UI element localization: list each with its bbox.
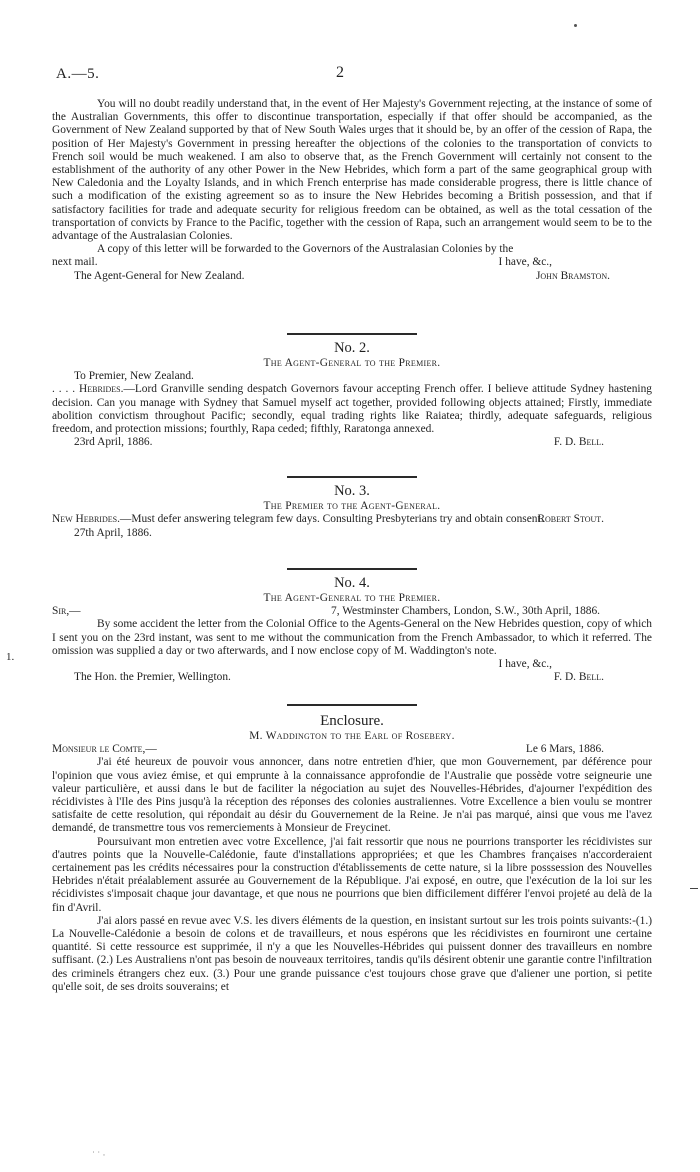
no4-address-row <box>52 605 652 618</box>
no4-addressee: The Hon. the Premier, Wellington. <box>74 671 231 684</box>
no4-heading: No. 4. <box>334 575 370 591</box>
section-rule <box>287 476 417 478</box>
document-reference: A.—5. <box>56 66 100 82</box>
section-no3 <box>52 476 652 540</box>
no2-heading: No. 2. <box>334 340 370 356</box>
section-rule <box>287 568 417 570</box>
enclosure-heading: Enclosure. <box>320 713 384 729</box>
intro-signature-row <box>52 270 652 283</box>
intro-sign-off: I have, &c., <box>498 256 552 269</box>
copy-line: A copy of this letter will be forwarded to the Governors of the Australasian Colonies by the <box>97 243 514 256</box>
no4-salutation: Sir,— <box>52 605 81 618</box>
enclosure-paragraph-3: J'ai alors passé en revue avec V.S. les divers éléments de la question, en insistant surtout sur les trois points suivants:-(1.) La Nouvelle-Calédonie a besoin de colons et de travailleurs, et nous espérons que les récidivistes en fourniront une certaine quantité. Si cette ressource est supprimée, il n'y a que les Nouvelles-Hébrides qui puissent donner des travailleurs en nombre suffisant. (2.) Les Australiens n'ont pas besoin de nouveaux territoires, tandis qu'ils désirent obtenir une garantie contre l'infiltration des criminels étrangers chez eux. (3.) Pour une grande puissance c'est toujours chose grave que d'aliener une portion, si petite qu'elle soit, de ses droits souverains; et <box>52 914 652 993</box>
no4-signature: F. D. Bell. <box>553 671 604 684</box>
margin-number: 1. <box>6 651 15 663</box>
margin-dot <box>574 24 577 27</box>
no4-subheading: The Agent-General to the Premier. <box>263 592 441 604</box>
enclosure-date: Le 6 Mars, 1886. <box>525 743 604 756</box>
no4-signature-row <box>52 671 652 684</box>
enclosure-salutation-row <box>52 743 652 756</box>
no2-lead: . . . . Hebrides. <box>52 383 124 396</box>
no2-date: 23rd April, 1886. <box>74 436 153 449</box>
no2-signature-row <box>52 436 652 449</box>
no2-to: To Premier, New Zealand. <box>74 370 194 383</box>
intro-signature: John Bramston. <box>535 269 610 282</box>
section-no4 <box>52 568 652 684</box>
no4-address-date: 7, Westminster Chambers, London, S.W., 30th April, 1886. <box>331 605 600 618</box>
next-mail: next mail. <box>52 256 98 269</box>
no3-heading: No. 3. <box>334 483 370 499</box>
no2-telegram <box>52 383 652 436</box>
no3-signature: Robert Stout. <box>537 513 604 526</box>
enclosure-paragraph-2: Poursuivant mon entretien avec votre Excellence, j'ai fait ressortir que nous ne pourrions transporter les récidivistes sur d'autres points que la Nouvelle-Calédonie, faute d'installations appropriées; et que les Chambres françaises n'accorderaient certainement pas les crédits nécessaires pour la construction d'établissements de cette nature, si la libre posssession des Nouvelles Hebrides n'était préalablement assurée au Gouvernement de la République. J'ai exposé, en outre, que l'exécution de la loi sur les récidivistes s'imposait chaque jour davantage, et que nous ne pourrions que bien difficilement différer l'envoi projeté au delà de la fin d'Avril. <box>52 835 652 914</box>
page-number: 2 <box>336 64 344 81</box>
no2-text: —Lord Granville sending despatch Governors favour accepting French offer. I believe attitude Sydney hastening decision. Can you manage with Sydney that Samuel myself act together, provided following objects attained; Firstly, immediate abolition convictism throughout Pacific; secondly, equal trading rights like Raiatea; thirdly, adequate safeguards, religious freedom, and protection missions; fourthly, Rapa ceded; fifthly, Raratonga annexed. <box>52 383 652 436</box>
intro-section <box>52 98 652 283</box>
intro-paragraph: You will no doubt readily understand that, in the event of Her Majesty's Government rejecting, at the instance of some of the Australian Governments, this offer to discontinue transportation, especially if that offer should be accompanied, as the Government of New Zealand supported by that of New South Wales urges that it should be, by an offer of the cession of Rapa, the position of Her Majesty's Government in pressing hereafter the objections of the colonies to the transportation of convicts to French soil would be much weakened. I am also to observe that, as the French Government will certainly not consent to the establishment of the authority of any other Power in the New Hebrides, which form a part of the same geographical group with New Caledonia and the Loyalty Islands, and in which French enterprise has made considerable progress, there is little chance of such a modification of the existing agreement so as to insure the New Hebrides becoming a British possession, and that if satisfactory facilities for trade and adequate security for religious freedom can be obtained, as well as the total cessation of the transportation of convicts by France to the Pacific, together with the cession of Rapa, such an arrangement would seem to be to the advantage of the Australasian Colonies. <box>52 98 652 243</box>
intro-addressee: The Agent-General for New Zealand. <box>74 269 245 282</box>
no2-subheading: The Agent-General to the Premier. <box>263 357 441 369</box>
no3-text: —Must defer answering telegram few days. Consulting Presbyterians try and obtain consent. <box>119 513 544 526</box>
no4-sign-off: I have, &c., <box>498 658 552 671</box>
no4-sign-off-row <box>52 658 652 671</box>
section-rule <box>287 333 417 335</box>
enclosure-subheading: M. Waddington to the Earl of Rosebery. <box>249 730 455 742</box>
no2-signature: F. D. Bell. <box>553 436 604 449</box>
no3-date: 27th April, 1886. <box>74 526 152 539</box>
no4-paragraph: By some accident the letter from the Colonial Office to the Agents-General on the New Hebrides question, copy of which I sent you on the 23rd instant, was sent to me without the communication from the French Ambassador, to which it referred. The omission was supplied a day or two afterwards, and I now enclose copy of M. Waddington's note. <box>52 618 652 657</box>
next-mail-row <box>52 256 652 269</box>
enclosure-salutation: Monsieur le Comte,— <box>52 743 157 756</box>
enclosure-paragraph-1: J'ai été heureux de pouvoir vous annoncer, dans notre entretien d'hier, que mon Gouvernement, par déférence pour l'opinion que vous aviez émise, et qui emprunte à la connaissance approfondie de l'Australie que possède votre seigneurie une valeur particulière, et aussi dans le but de faciliter la négociation au sujet des Nouvelles-Hébrides, d'ajourner l'expédition des récidivistes à l'Ile des Pins jusqu'à la réception des réponses des colonies australiennes. Votre Excellence a bien voulu se montrer satisfaite de cette resolution, qui répondait au désir du Gouvernement de la Reine. Je n'ai pas marqué, ainsi que vous me l'avez demandé, de transmettre tous vos remerciements à Monsieur de Freycinet. <box>52 756 652 835</box>
no3-lead: New Hebrides. <box>52 513 120 526</box>
margin-tick <box>690 888 698 889</box>
section-rule <box>287 704 417 706</box>
page-marks: ˙ ˙ · <box>92 1150 106 1160</box>
section-no2 <box>52 333 652 449</box>
section-enclosure <box>52 704 652 994</box>
no3-subheading: The Premier to the Agent-General. <box>263 500 441 512</box>
